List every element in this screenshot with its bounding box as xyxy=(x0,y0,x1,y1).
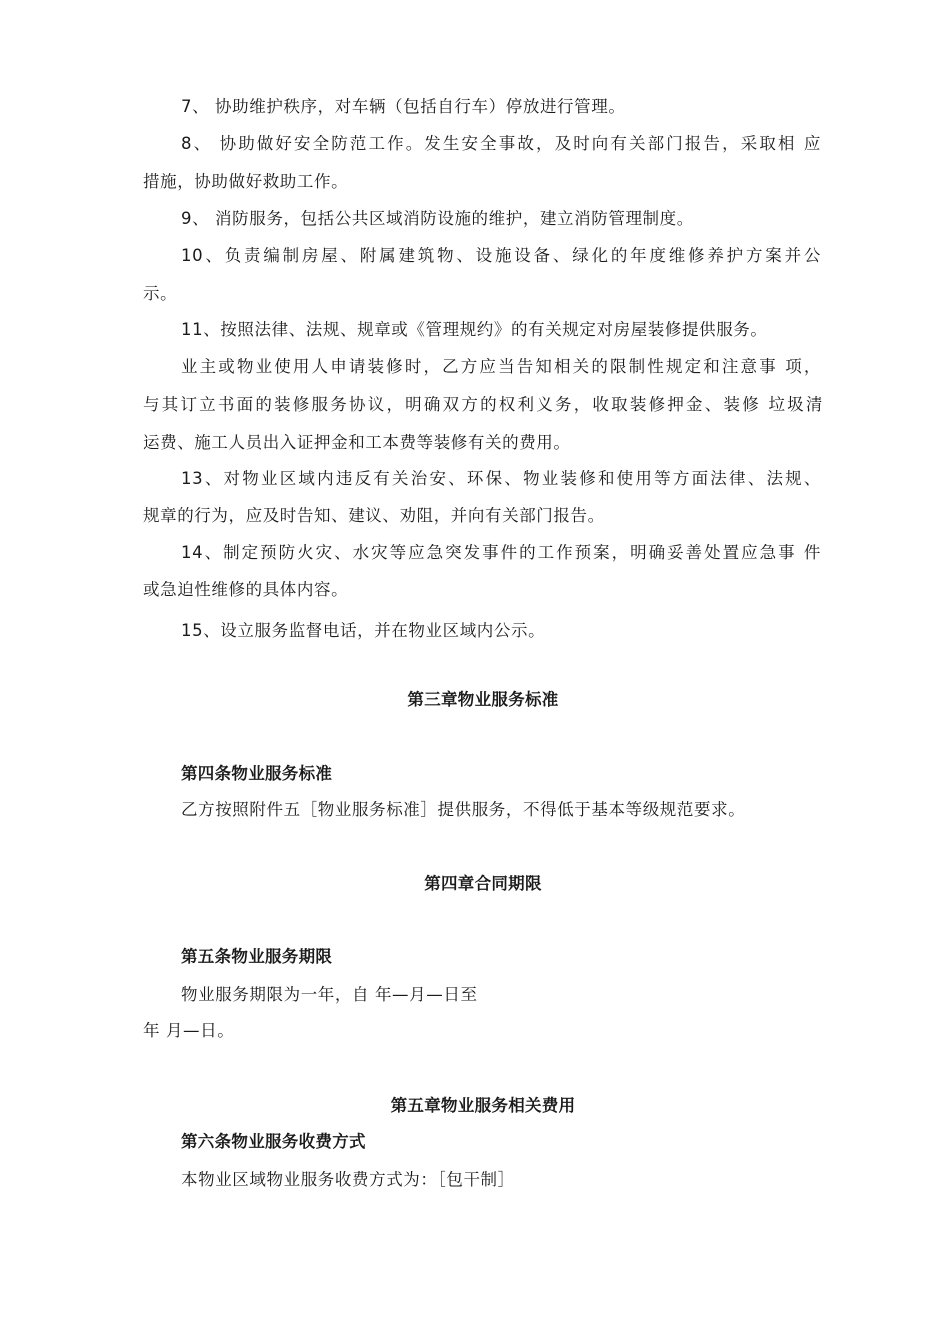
item-8-line-2: 措施，协助做好救助工作。 xyxy=(143,172,349,191)
article-5-title: 第五条物业服务期限 xyxy=(181,947,333,966)
decoration-para-line-2: 与其订立书面的装修服务协议，明确双方的权利义务，收取装修押金、装修 垃圾清 xyxy=(143,395,823,414)
article-5-line-2: 年 月—日。 xyxy=(143,1021,235,1040)
item-9: 9、 消防服务，包括公共区域消防设施的维护，建立消防管理制度。 xyxy=(181,209,694,228)
chapter-5-heading: 第五章物业服务相关费用 xyxy=(390,1096,576,1115)
article-4-text: 乙方按照附件五［物业服务标准］提供服务，不得低于基本等级规范要求。 xyxy=(181,800,746,819)
item-14-line-1: 14、制定预防火灾、水灾等应急突发事件的工作预案，明确妥善处置应急事 件 xyxy=(181,543,821,562)
article-5-line-1: 物业服务期限为一年，自 年—月—日至 xyxy=(181,985,478,1004)
item-8-line-1: 8、 协助做好安全防范工作。发生安全事故，及时向有关部门报告，采取相 应 xyxy=(181,134,821,153)
decoration-para-line-1: 业主或物业使用人申请装修时，乙方应当告知相关的限制性规定和注意事 项， xyxy=(181,357,821,376)
chapter-4-heading: 第四章合同期限 xyxy=(424,874,542,893)
item-10-line-1: 10、负责编制房屋、附属建筑物、设施设备、绿化的年度维修养护方案并公 xyxy=(181,246,821,265)
item-11: 11、按照法律、法规、规章或《管理规约》的有关规定对房屋装修提供服务。 xyxy=(181,320,768,339)
article-6-title: 第六条物业服务收费方式 xyxy=(181,1132,366,1151)
chapter-3-heading: 第三章物业服务标准 xyxy=(407,690,559,709)
decoration-para-line-3: 运费、施工人员出入证押金和工本费等装修有关的费用。 xyxy=(143,433,571,452)
item-15: 15、设立服务监督电话，并在物业区域内公示。 xyxy=(181,621,546,640)
item-10-line-2: 示。 xyxy=(143,284,178,303)
item-13-line-1: 13、对物业区域内违反有关治安、环保、物业装修和使用等方面法律、法规、 xyxy=(181,469,821,488)
article-4-title: 第四条物业服务标准 xyxy=(181,764,333,783)
item-7: 7、 协助维护秩序，对车辆（包括自行车）停放进行管理。 xyxy=(181,97,626,116)
article-6-text: 本物业区域物业服务收费方式为：［包干制］ xyxy=(181,1170,515,1189)
item-13-line-2: 规章的行为，应及时告知、建议、劝阻，并向有关部门报告。 xyxy=(143,506,605,525)
item-14-line-2: 或急迫性维修的具体内容。 xyxy=(143,580,349,599)
